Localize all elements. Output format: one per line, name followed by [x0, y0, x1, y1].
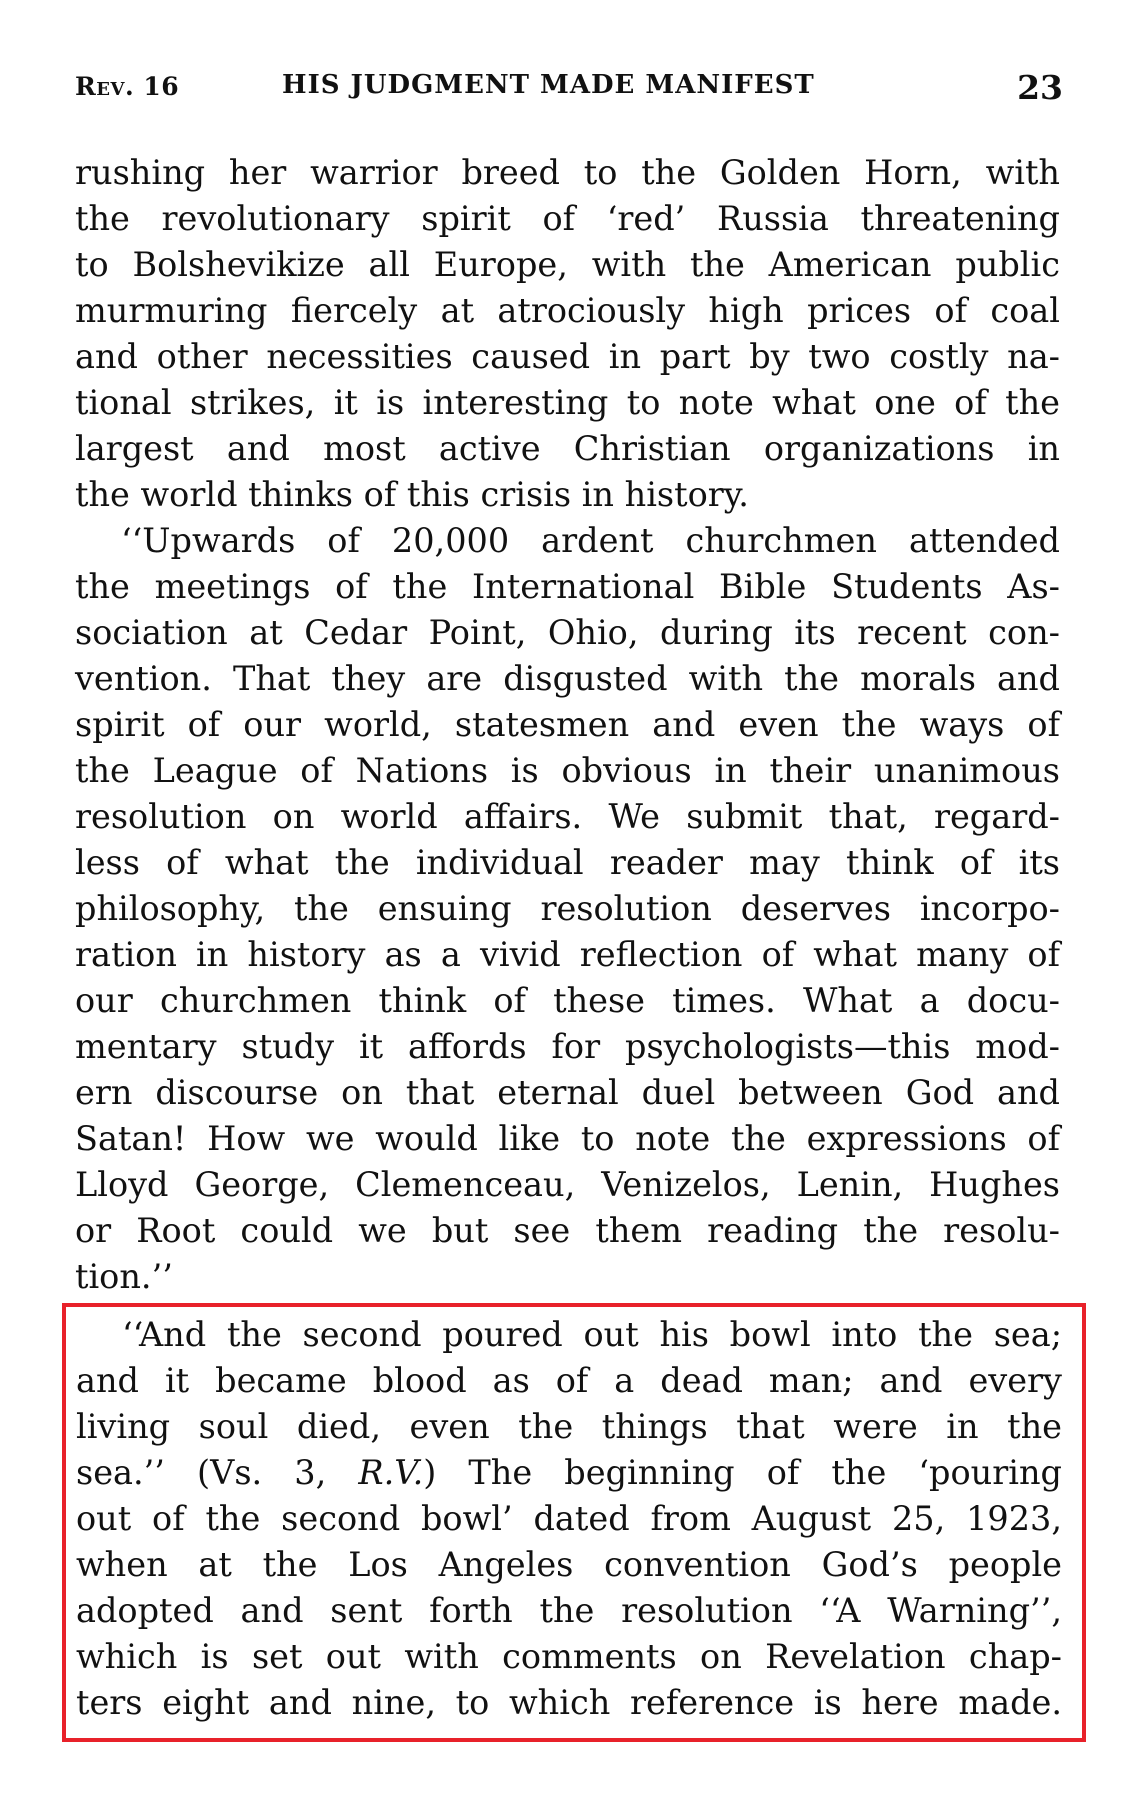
text-line: vention. That they are disgusted with the morals and: [75, 659, 1060, 698]
text-line: the League of Nations is obvious in their unanimous: [75, 751, 1060, 790]
text-line: rushing her warrior breed to the Golden Horn, with: [75, 153, 1060, 192]
citation-post: ) The beginning of the ‘pouring: [423, 1453, 1062, 1492]
page-number: 23: [1017, 68, 1063, 107]
text-line: our churchmen think of these times. What a docu-: [75, 981, 1060, 1020]
text-line: ‘‘Upwards of 20,000 ardent churchmen attended: [121, 521, 1060, 560]
text-line: largest and most active Christian organizations in: [75, 429, 1060, 468]
running-head-chapter: Rev. 16: [75, 72, 180, 101]
highlighted-paragraph: [76, 1312, 1062, 1726]
text-line-with-citation: [76, 1450, 1062, 1496]
text-line: murmuring fiercely at atrociously high prices of coal: [75, 291, 1060, 330]
text-line: and other necessities caused in part by two costly na-: [75, 337, 1060, 376]
citation-version: R.V.: [358, 1453, 424, 1492]
text-line: ern discourse on that eternal duel between God and: [75, 1073, 1060, 1112]
text-line: the meetings of the International Bible Students As-: [75, 567, 1060, 606]
running-head-title: HIS JUDGMENT MADE MANIFEST: [282, 70, 815, 100]
body-text: [75, 150, 1060, 1300]
page-header: [75, 66, 1063, 106]
citation-pre: sea.’’ (Vs. 3,: [76, 1453, 359, 1492]
text-line: ters eight and nine, to which reference is here made.: [76, 1683, 1062, 1722]
text-line: the world thinks of this crisis in history.: [75, 475, 749, 514]
text-line: spirit of our world, statesmen and even the ways of: [75, 705, 1060, 744]
text-line: sociation at Cedar Point, Ohio, during its recent con-: [75, 613, 1060, 652]
text-line: when at the Los Angeles convention God’s people: [76, 1545, 1062, 1584]
text-line: mentary study it affords for psychologists—this mod-: [75, 1027, 1060, 1066]
text-line: the revolutionary spirit of ‘red’ Russia threatening: [75, 199, 1060, 238]
text-line: philosophy, the ensuing resolution deserves incorpo-: [75, 889, 1060, 928]
text-line: tion.’’: [75, 1257, 173, 1296]
text-line: resolution on world affairs. We submit that, regard-: [75, 797, 1060, 836]
text-line: which is set out with comments on Revelation chap-: [76, 1637, 1062, 1676]
text-line: or Root could we but see them reading the resolu-: [75, 1211, 1060, 1250]
paragraph-continuation: [75, 150, 1060, 518]
text-line: out of the second bowl’ dated from August 25, 1923,: [76, 1499, 1062, 1538]
text-line: Satan! How we would like to note the expressions of: [75, 1119, 1060, 1158]
text-line: ration in history as a vivid reflection of what many of: [75, 935, 1060, 974]
text-line: ‘‘And the second poured out his bowl into the sea;: [122, 1315, 1062, 1354]
text-line: Lloyd George, Clemenceau, Venizelos, Lenin, Hughes: [75, 1165, 1060, 1204]
paragraph-quotation: [75, 518, 1060, 1300]
text-line: adopted and sent forth the resolution ‘‘A Warning’’,: [76, 1591, 1062, 1630]
text-line: and it became blood as of a dead man; and every: [76, 1361, 1062, 1400]
highlighted-passage-box: [62, 1303, 1086, 1742]
text-line: less of what the individual reader may think of its: [75, 843, 1060, 882]
text-line: tional strikes, it is interesting to note what one of the: [75, 383, 1060, 422]
text-line: to Bolshevikize all Europe, with the American public: [75, 245, 1060, 284]
text-line: living soul died, even the things that were in the: [76, 1407, 1062, 1446]
